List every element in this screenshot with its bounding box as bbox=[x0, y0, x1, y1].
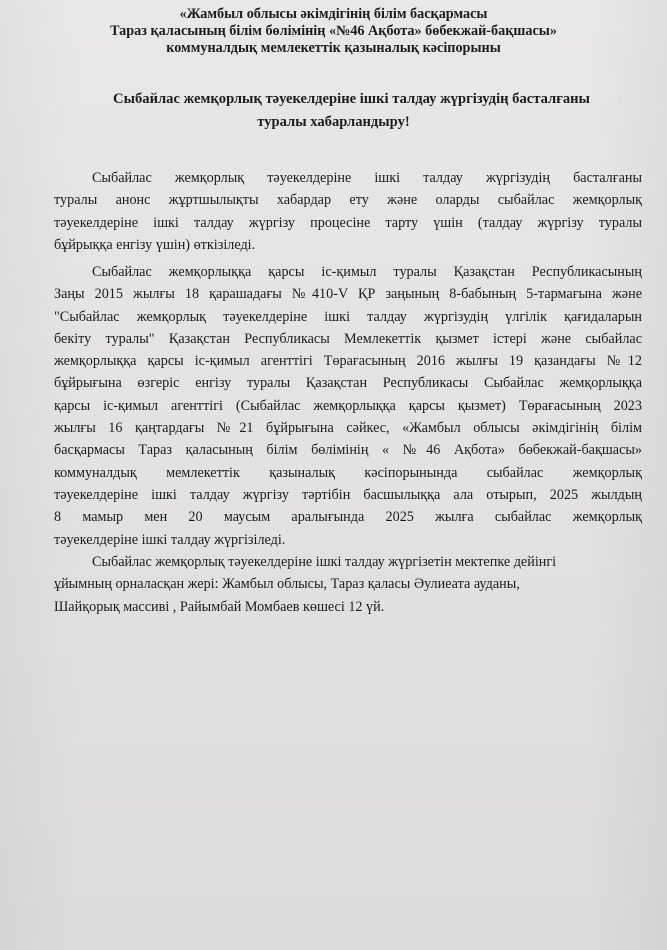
paragraph-line: Сыбайлас жемқорлыққа қарсы іс-қимыл туралы Қазақстан Республикасының bbox=[92, 264, 642, 280]
paragraph-line: бекіту туралы" Қазақстан Республикасы Мемлекеттік қызмет істері және сыбайлас bbox=[54, 330, 642, 347]
paragraph-line: тәуекелдеріне ішкі талдау жүргізу процесіне тарту үшін (талдау жүргізу туралы bbox=[54, 214, 642, 231]
header-line-3: коммуналдық мемлекеттік қазыналық кәсіпорыны bbox=[166, 40, 501, 56]
paragraph-line: Сыбайлас жемқорлық тәуекелдеріне ішкі талдау жүргізудің басталғаны bbox=[92, 170, 642, 186]
paragraph-line: тәуекелдеріне ішкі талдау жүргізіледі. bbox=[54, 531, 286, 548]
paragraph-line: бұйрыққа енгізу үшін) өткізіледі. bbox=[54, 236, 256, 253]
announcement-title bbox=[0, 88, 667, 134]
paragraph-line: Шайқорық массиві , Райымбай Момбаев көшесі 12 үй. bbox=[54, 598, 385, 615]
paragraph-line: Заңы 2015 жылғы 18 қарашадағы №410-V ҚР заңының 8-бабының 5-тармағына және bbox=[54, 286, 642, 303]
paragraph-line: коммуналдық мемлекеттік қазыналық кәсіпорынында сыбайлас жемқорлық bbox=[54, 464, 642, 481]
header-line-2: Тараз қаласының білім бөлімінің «№46 Ақбота» бөбекжай-бақшасы» bbox=[110, 23, 557, 39]
title-line-1: Сыбайлас жемқорлық тәуекелдеріне ішкі талдау жүргізудің басталғаны bbox=[113, 91, 590, 107]
organization-header bbox=[0, 6, 667, 57]
paragraph-line: Сыбайлас жемқорлық тәуекелдеріне ішкі талдау жүргізетін мектепке дейінгі bbox=[92, 554, 557, 570]
paragraph-line: "Сыбайлас жемқорлық тәуекелдеріне ішкі талдау жүргізудің үлгілік қағидаларын bbox=[54, 308, 642, 325]
paragraph-line: жемқорлыққа қарсы іс-қимыл агенттігі Төрағасының 2016 жылғы 19 қазандағы №12 bbox=[54, 353, 642, 370]
paragraph-line: 8 мамыр мен 20 маусым аралығында 2025 жылға сыбайлас жемқорлық bbox=[54, 509, 642, 526]
paragraph-line: ұйымның орналасқан жері: Жамбыл облысы, Тараз қаласы Әулиеата ауданы, bbox=[54, 576, 520, 593]
paragraph-announcement bbox=[54, 167, 642, 256]
paragraph-line: бұйрығына өзгеріс енгізу туралы Қазақстан Республикасы Сыбайлас жемқорлыққа bbox=[54, 375, 642, 392]
paragraph-line: тәуекелдеріне ішкі талдау жүргізу тәртібін басшылыққа ала отырып, 2025 жылдың bbox=[54, 486, 642, 503]
header-line-1: «Жамбыл облысы әкімдігінің білім басқармасы bbox=[179, 6, 488, 22]
paragraph-line: қарсы іс-қимыл агенттігі (Сыбайлас жемқорлыққа қарсы қызмет) Төрағасының 2023 bbox=[54, 397, 642, 414]
paragraph-line: басқармасы Тараз қаласының білім бөлімінің « №46 Ақбота» бөбекжай-бақшасы» bbox=[54, 442, 642, 459]
paragraph-line: туралы анонс жұртшылықты хабардар ету және оларды сыбайлас жемқорлық bbox=[54, 192, 642, 209]
paragraph-location bbox=[54, 551, 642, 618]
paragraph-legal-basis bbox=[54, 261, 642, 551]
title-line-2: туралы хабарландыру! bbox=[257, 114, 410, 130]
paragraph-line: жылғы 16 қаңтардағы №21 бұйрығына сәйкес, «Жамбыл облысы әкімдігінің білім bbox=[54, 420, 642, 437]
